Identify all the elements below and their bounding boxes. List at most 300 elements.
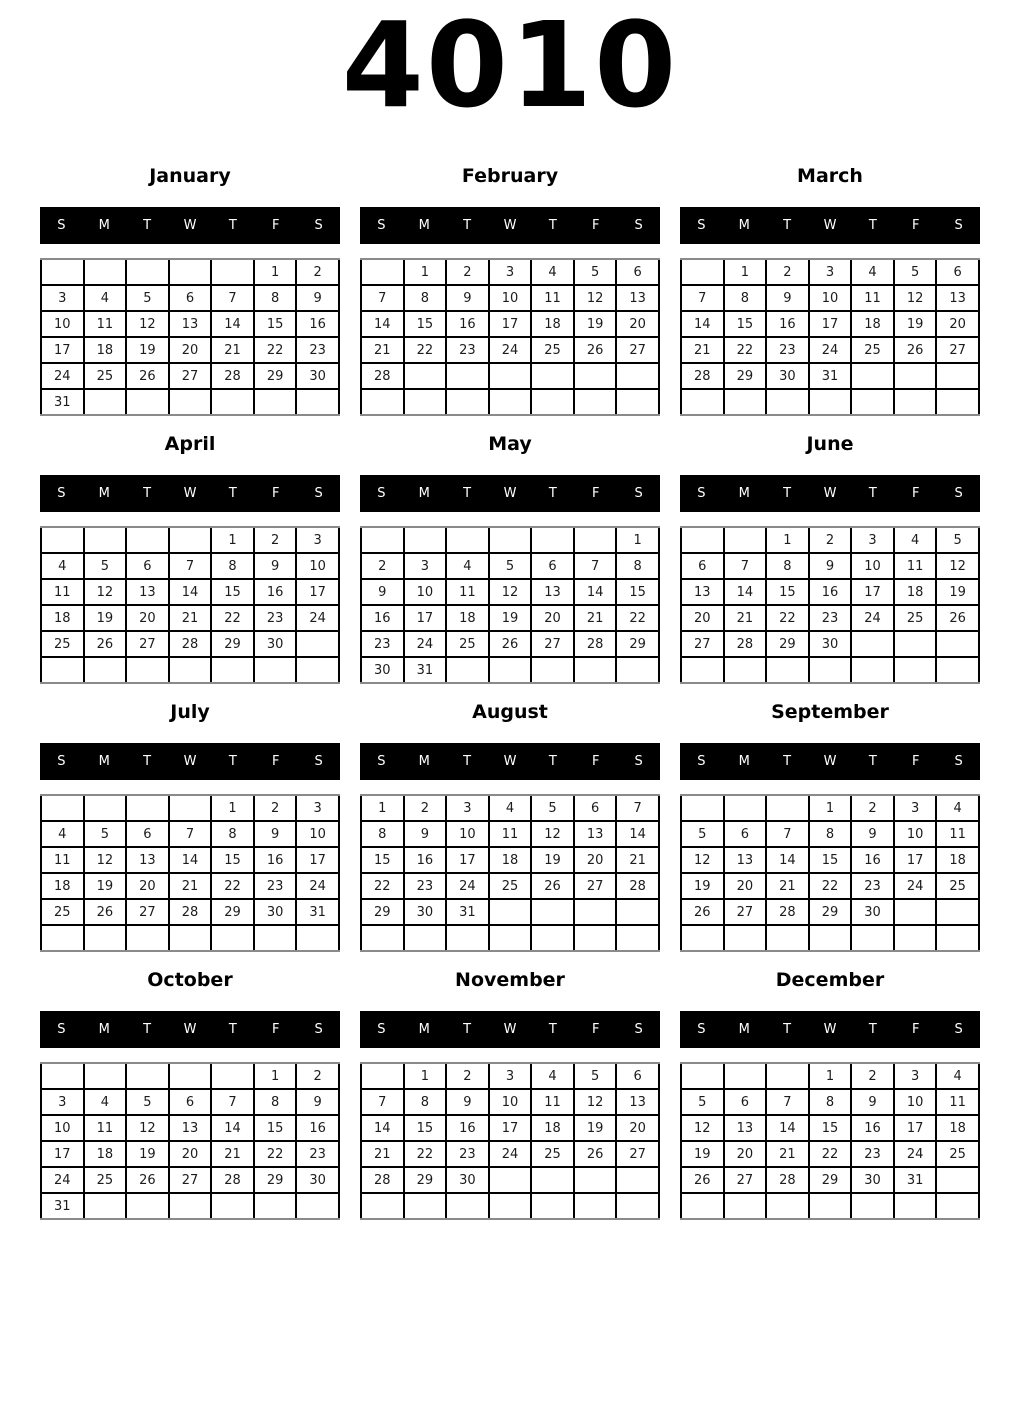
empty-day-cell [296, 631, 339, 657]
day-cell: 27 [681, 631, 724, 657]
day-cell: 14 [211, 1115, 254, 1141]
day-cell: 3 [851, 528, 894, 553]
week-row [361, 337, 659, 363]
day-cell: 26 [894, 337, 937, 363]
day-cell: 26 [84, 631, 127, 657]
day-cell: 11 [446, 579, 489, 605]
day-cell: 13 [681, 579, 724, 605]
day-cell: 28 [169, 631, 212, 657]
day-cell: 27 [531, 631, 574, 657]
day-cell: 23 [766, 337, 809, 363]
week-row [361, 899, 659, 925]
day-cell: 17 [41, 1141, 84, 1167]
empty-day-cell [936, 1167, 979, 1193]
day-cell: 29 [809, 899, 852, 925]
week-row [681, 311, 979, 337]
month-title: January [149, 165, 231, 187]
week-row [681, 363, 979, 389]
empty-day-cell [84, 657, 127, 682]
weekday-label: M [98, 218, 110, 233]
day-cell: 20 [936, 311, 979, 337]
empty-day-cell [296, 657, 339, 682]
day-cell: 6 [724, 821, 767, 847]
week-row [41, 899, 339, 925]
day-cell: 25 [84, 1167, 127, 1193]
day-cell: 24 [894, 1141, 937, 1167]
day-cell: 12 [894, 285, 937, 311]
weekday-label: T [463, 486, 472, 501]
empty-day-cell [489, 657, 532, 682]
day-cell: 27 [169, 1167, 212, 1193]
day-cell: 14 [766, 847, 809, 873]
day-cell: 11 [531, 1089, 574, 1115]
week-row [41, 1141, 339, 1167]
day-cell: 5 [574, 260, 617, 285]
day-cell: 5 [681, 1089, 724, 1115]
day-cell: 10 [296, 553, 339, 579]
day-cell: 8 [809, 1089, 852, 1115]
day-cell: 10 [851, 553, 894, 579]
weekday-label: S [314, 218, 323, 233]
day-cell: 7 [211, 1089, 254, 1115]
empty-day-cell [681, 657, 724, 682]
weekday-label: T [143, 1022, 152, 1037]
day-cell: 10 [809, 285, 852, 311]
empty-day-cell [169, 528, 212, 553]
empty-day-cell [809, 925, 852, 950]
day-cell: 5 [84, 553, 127, 579]
weekday-label: T [783, 754, 792, 769]
day-cell: 7 [616, 796, 659, 821]
week-row [361, 847, 659, 873]
day-cell: 27 [616, 337, 659, 363]
month-block [360, 970, 660, 1220]
weekday-header-row [360, 475, 660, 512]
day-cell: 21 [211, 337, 254, 363]
day-cell: 27 [724, 1167, 767, 1193]
empty-day-cell [766, 389, 809, 414]
empty-day-cell [169, 796, 212, 821]
empty-day-cell [531, 899, 574, 925]
day-cell: 21 [724, 605, 767, 631]
day-cell: 1 [404, 1064, 447, 1089]
day-cell: 28 [361, 363, 404, 389]
day-cell: 26 [126, 1167, 169, 1193]
week-row [41, 1167, 339, 1193]
empty-day-cell [254, 1193, 297, 1218]
day-cell: 24 [851, 605, 894, 631]
empty-day-cell [126, 1064, 169, 1089]
empty-day-cell [404, 363, 447, 389]
day-cell: 19 [936, 579, 979, 605]
week-row [681, 605, 979, 631]
week-row [361, 579, 659, 605]
empty-day-cell [851, 1193, 894, 1218]
day-cell: 20 [169, 337, 212, 363]
day-cell: 28 [574, 631, 617, 657]
day-cell: 28 [169, 899, 212, 925]
month-day-grid [680, 794, 980, 952]
day-cell: 22 [254, 1141, 297, 1167]
day-cell: 3 [894, 796, 937, 821]
weekday-header-row [40, 207, 340, 244]
day-cell: 18 [41, 873, 84, 899]
empty-day-cell [531, 389, 574, 414]
day-cell: 25 [531, 337, 574, 363]
day-cell: 15 [724, 311, 767, 337]
empty-day-cell [766, 1193, 809, 1218]
weekday-label: F [591, 218, 600, 233]
day-cell: 18 [531, 311, 574, 337]
day-cell: 13 [724, 847, 767, 873]
day-cell: 20 [616, 311, 659, 337]
day-cell: 17 [489, 311, 532, 337]
day-cell: 25 [894, 605, 937, 631]
day-cell: 16 [851, 847, 894, 873]
day-cell: 24 [296, 605, 339, 631]
day-cell: 18 [84, 1141, 127, 1167]
empty-day-cell [361, 1193, 404, 1218]
day-cell: 29 [724, 363, 767, 389]
month-block [360, 702, 660, 952]
empty-day-cell [616, 1167, 659, 1193]
day-cell: 9 [766, 285, 809, 311]
empty-day-cell [766, 925, 809, 950]
day-cell: 10 [41, 311, 84, 337]
empty-day-cell [254, 389, 297, 414]
empty-day-cell [531, 363, 574, 389]
empty-day-cell [41, 528, 84, 553]
week-row [681, 796, 979, 821]
day-cell: 4 [851, 260, 894, 285]
week-row [41, 605, 339, 631]
weekday-label: T [783, 486, 792, 501]
day-cell: 7 [361, 1089, 404, 1115]
day-cell: 16 [404, 847, 447, 873]
day-cell: 10 [894, 821, 937, 847]
weekday-label: T [548, 754, 557, 769]
day-cell: 14 [574, 579, 617, 605]
day-cell: 3 [41, 1089, 84, 1115]
day-cell: 29 [404, 1167, 447, 1193]
empty-day-cell [531, 1167, 574, 1193]
day-cell: 20 [169, 1141, 212, 1167]
weekday-header-row [680, 207, 980, 244]
day-cell: 23 [361, 631, 404, 657]
day-cell: 5 [894, 260, 937, 285]
weekday-label: S [634, 486, 643, 501]
weekday-label: S [954, 218, 963, 233]
empty-day-cell [531, 925, 574, 950]
week-row [681, 1193, 979, 1218]
day-cell: 24 [41, 363, 84, 389]
day-cell: 16 [851, 1115, 894, 1141]
day-cell: 28 [681, 363, 724, 389]
week-row [361, 605, 659, 631]
day-cell: 13 [616, 1089, 659, 1115]
day-cell: 12 [681, 1115, 724, 1141]
day-cell: 26 [574, 1141, 617, 1167]
day-cell: 25 [489, 873, 532, 899]
day-cell: 11 [41, 847, 84, 873]
weekday-label: S [57, 1022, 66, 1037]
day-cell: 20 [126, 873, 169, 899]
day-cell: 30 [254, 631, 297, 657]
week-row [41, 1089, 339, 1115]
day-cell: 19 [574, 1115, 617, 1141]
weekday-label: W [823, 754, 837, 769]
day-cell: 19 [489, 605, 532, 631]
day-cell: 3 [489, 260, 532, 285]
day-cell: 5 [84, 821, 127, 847]
empty-day-cell [936, 657, 979, 682]
day-cell: 6 [616, 260, 659, 285]
weekday-label: W [823, 218, 837, 233]
weekday-label: F [271, 1022, 280, 1037]
day-cell: 7 [211, 285, 254, 311]
empty-day-cell [211, 1193, 254, 1218]
week-row [681, 899, 979, 925]
day-cell: 2 [296, 260, 339, 285]
week-row [361, 311, 659, 337]
day-cell: 12 [936, 553, 979, 579]
week-row [41, 873, 339, 899]
day-cell: 4 [894, 528, 937, 553]
empty-day-cell [361, 1064, 404, 1089]
empty-day-cell [851, 657, 894, 682]
month-block [40, 166, 340, 416]
empty-day-cell [574, 528, 617, 553]
day-cell: 30 [851, 1167, 894, 1193]
week-row [361, 657, 659, 682]
empty-day-cell [296, 1193, 339, 1218]
week-row [41, 847, 339, 873]
weekday-label: M [418, 1022, 430, 1037]
day-cell: 29 [254, 1167, 297, 1193]
weekday-header-row [680, 743, 980, 780]
day-cell: 14 [169, 847, 212, 873]
weekday-label: M [738, 1022, 750, 1037]
day-cell: 5 [936, 528, 979, 553]
empty-day-cell [489, 1167, 532, 1193]
day-cell: 6 [126, 821, 169, 847]
month-day-grid [40, 794, 340, 952]
day-cell: 26 [681, 899, 724, 925]
empty-day-cell [936, 363, 979, 389]
weekday-label: T [228, 1022, 237, 1037]
day-cell: 2 [851, 1064, 894, 1089]
empty-day-cell [766, 1064, 809, 1089]
day-cell: 8 [254, 1089, 297, 1115]
day-cell: 5 [681, 821, 724, 847]
day-cell: 20 [574, 847, 617, 873]
empty-day-cell [531, 657, 574, 682]
empty-day-cell [84, 796, 127, 821]
month-title: June [806, 433, 854, 455]
empty-day-cell [446, 389, 489, 414]
empty-day-cell [574, 657, 617, 682]
week-row [41, 1115, 339, 1141]
day-cell: 7 [766, 821, 809, 847]
day-cell: 22 [766, 605, 809, 631]
weekday-label: S [377, 486, 386, 501]
day-cell: 8 [404, 1089, 447, 1115]
weekday-label: S [57, 218, 66, 233]
empty-day-cell [894, 925, 937, 950]
empty-day-cell [681, 1064, 724, 1089]
empty-day-cell [126, 657, 169, 682]
day-cell: 10 [404, 579, 447, 605]
day-cell: 30 [766, 363, 809, 389]
day-cell: 15 [211, 847, 254, 873]
empty-day-cell [126, 528, 169, 553]
empty-day-cell [41, 796, 84, 821]
empty-day-cell [809, 389, 852, 414]
day-cell: 15 [616, 579, 659, 605]
day-cell: 30 [296, 1167, 339, 1193]
day-cell: 17 [894, 1115, 937, 1141]
day-cell: 2 [254, 796, 297, 821]
day-cell: 13 [616, 285, 659, 311]
weekday-label: F [911, 486, 920, 501]
weekday-label: W [183, 218, 197, 233]
day-cell: 4 [531, 1064, 574, 1089]
weekday-label: T [228, 218, 237, 233]
month-title: November [455, 969, 565, 991]
day-cell: 2 [766, 260, 809, 285]
empty-day-cell [404, 389, 447, 414]
week-row [361, 1141, 659, 1167]
month-day-grid [360, 794, 660, 952]
week-row [41, 363, 339, 389]
day-cell: 9 [809, 553, 852, 579]
day-cell: 9 [446, 1089, 489, 1115]
empty-day-cell [574, 363, 617, 389]
month-title: February [461, 165, 559, 187]
weekday-label: T [548, 486, 557, 501]
day-cell: 17 [851, 579, 894, 605]
weekday-label: T [463, 1022, 472, 1037]
day-cell: 18 [41, 605, 84, 631]
day-cell: 26 [936, 605, 979, 631]
day-cell: 9 [254, 553, 297, 579]
week-row [361, 285, 659, 311]
weekday-label: M [98, 486, 110, 501]
weekday-header-row [680, 1011, 980, 1048]
day-cell: 8 [211, 821, 254, 847]
day-cell: 11 [936, 821, 979, 847]
empty-day-cell [489, 899, 532, 925]
empty-day-cell [84, 528, 127, 553]
day-cell: 19 [681, 873, 724, 899]
empty-day-cell [936, 389, 979, 414]
day-cell: 30 [361, 657, 404, 682]
empty-day-cell [126, 260, 169, 285]
day-cell: 21 [766, 873, 809, 899]
month-day-grid [680, 258, 980, 416]
day-cell: 29 [616, 631, 659, 657]
empty-day-cell [489, 389, 532, 414]
day-cell: 13 [936, 285, 979, 311]
day-cell: 22 [211, 873, 254, 899]
empty-day-cell [361, 528, 404, 553]
week-row [681, 1115, 979, 1141]
day-cell: 14 [724, 579, 767, 605]
empty-day-cell [724, 1064, 767, 1089]
week-row [681, 579, 979, 605]
day-cell: 12 [574, 285, 617, 311]
day-cell: 26 [489, 631, 532, 657]
day-cell: 9 [851, 1089, 894, 1115]
day-cell: 2 [809, 528, 852, 553]
empty-day-cell [296, 389, 339, 414]
day-cell: 26 [681, 1167, 724, 1193]
empty-day-cell [809, 1193, 852, 1218]
day-cell: 5 [126, 285, 169, 311]
day-cell: 19 [84, 873, 127, 899]
day-cell: 27 [126, 899, 169, 925]
day-cell: 11 [41, 579, 84, 605]
day-cell: 9 [296, 1089, 339, 1115]
weekday-label: T [548, 218, 557, 233]
empty-day-cell [84, 389, 127, 414]
week-row [41, 285, 339, 311]
weekday-label: S [697, 754, 706, 769]
empty-day-cell [446, 657, 489, 682]
month-day-grid [40, 1062, 340, 1220]
empty-day-cell [574, 899, 617, 925]
weekday-label: S [377, 218, 386, 233]
day-cell: 23 [254, 605, 297, 631]
day-cell: 19 [126, 337, 169, 363]
month-day-grid [40, 526, 340, 684]
day-cell: 17 [894, 847, 937, 873]
weekday-label: T [868, 218, 877, 233]
day-cell: 21 [169, 605, 212, 631]
week-row [361, 1089, 659, 1115]
empty-day-cell [169, 260, 212, 285]
day-cell: 13 [126, 847, 169, 873]
day-cell: 28 [616, 873, 659, 899]
day-cell: 12 [574, 1089, 617, 1115]
week-row [361, 631, 659, 657]
weekday-label: W [183, 754, 197, 769]
day-cell: 12 [84, 579, 127, 605]
day-cell: 13 [724, 1115, 767, 1141]
day-cell: 31 [809, 363, 852, 389]
day-cell: 11 [936, 1089, 979, 1115]
day-cell: 12 [126, 1115, 169, 1141]
day-cell: 2 [446, 1064, 489, 1089]
day-cell: 22 [809, 873, 852, 899]
day-cell: 6 [724, 1089, 767, 1115]
month-title: September [771, 701, 889, 723]
day-cell: 29 [211, 631, 254, 657]
day-cell: 29 [766, 631, 809, 657]
empty-day-cell [724, 925, 767, 950]
weekday-header-row [680, 475, 980, 512]
day-cell: 16 [361, 605, 404, 631]
day-cell: 9 [361, 579, 404, 605]
day-cell: 14 [211, 311, 254, 337]
day-cell: 22 [211, 605, 254, 631]
day-cell: 5 [126, 1089, 169, 1115]
week-row [681, 528, 979, 553]
day-cell: 18 [851, 311, 894, 337]
empty-day-cell [616, 925, 659, 950]
weekday-label: S [634, 1022, 643, 1037]
week-row [41, 528, 339, 553]
